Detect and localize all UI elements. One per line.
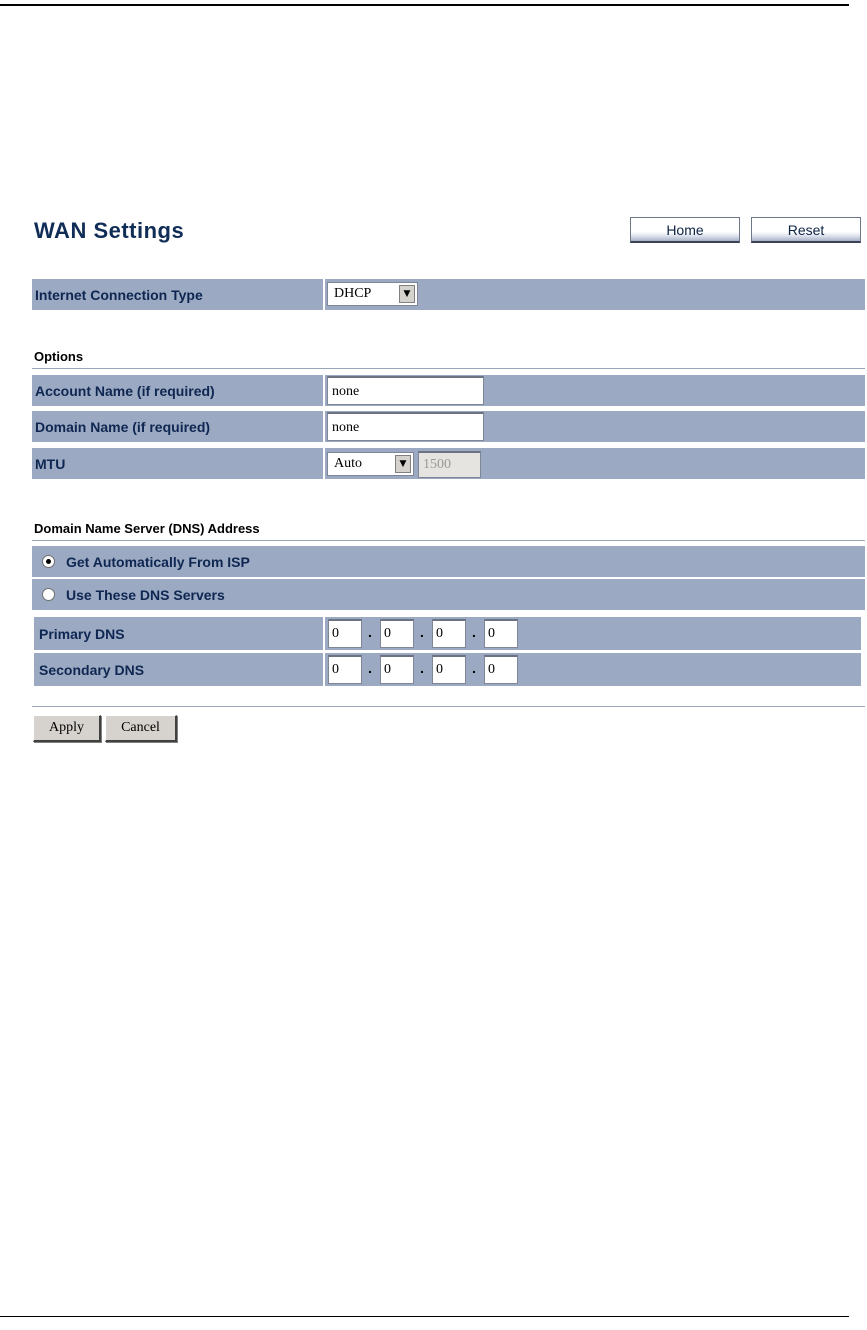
dns-divider xyxy=(32,540,865,541)
connection-type-value: DHCP xyxy=(334,286,372,301)
row-divider xyxy=(323,375,325,406)
ip-separator: . xyxy=(472,624,476,640)
mtu-mode-value: Auto xyxy=(334,456,362,471)
row-divider xyxy=(323,279,325,310)
secondary-dns-row xyxy=(34,653,861,686)
page-title: WAN Settings xyxy=(34,218,185,243)
options-divider xyxy=(32,368,865,369)
home-button[interactable]: Home xyxy=(630,217,740,243)
radio-selected-dot xyxy=(46,559,51,564)
ip-separator: . xyxy=(420,624,424,640)
mtu-value-input[interactable]: 1500 xyxy=(418,451,481,478)
mtu-label: MTU xyxy=(35,456,66,472)
primary-dns-octet-1[interactable]: 0 xyxy=(328,619,362,648)
domain-name-label: Domain Name (if required) xyxy=(35,419,211,435)
dns-manual-label: Use These DNS Servers xyxy=(66,587,225,603)
primary-dns-octet-3[interactable]: 0 xyxy=(432,619,466,648)
mtu-mode-select[interactable] xyxy=(327,452,414,476)
page-top-rule xyxy=(0,4,849,6)
mtu-row xyxy=(32,448,865,479)
primary-dns-octet-2[interactable]: 0 xyxy=(380,619,414,648)
secondary-dns-label: Secondary DNS xyxy=(39,662,145,678)
domain-name-input[interactable]: none xyxy=(327,412,484,441)
dns-manual-row xyxy=(32,579,865,610)
connection-type-select[interactable] xyxy=(327,282,418,306)
dns-auto-row xyxy=(32,546,865,577)
dns-heading: Domain Name Server (DNS) Address xyxy=(34,521,260,536)
dns-auto-radio[interactable] xyxy=(42,555,55,568)
account-name-input[interactable]: none xyxy=(327,376,484,405)
account-name-row xyxy=(32,375,865,406)
row-divider xyxy=(323,653,325,686)
dns-manual-radio[interactable] xyxy=(42,588,55,601)
primary-dns-row xyxy=(34,617,861,650)
cancel-button[interactable]: Cancel xyxy=(105,715,177,742)
row-divider xyxy=(323,448,325,479)
connection-type-label: Internet Connection Type xyxy=(35,287,203,303)
connection-type-row xyxy=(32,279,865,310)
primary-dns-octet-4[interactable]: 0 xyxy=(484,619,518,648)
ip-separator: . xyxy=(368,660,372,676)
ip-separator: . xyxy=(472,660,476,676)
dns-auto-label: Get Automatically From ISP xyxy=(66,554,250,570)
options-heading: Options xyxy=(34,349,84,364)
row-divider xyxy=(323,617,325,650)
apply-button[interactable]: Apply xyxy=(33,715,101,742)
page-bottom-rule xyxy=(0,1316,849,1317)
domain-name-row xyxy=(32,411,865,442)
secondary-dns-octet-1[interactable]: 0 xyxy=(328,655,362,684)
chevron-down-icon: ▼ xyxy=(399,285,415,303)
ip-separator: . xyxy=(420,660,424,676)
secondary-dns-octet-3[interactable]: 0 xyxy=(432,655,466,684)
secondary-dns-octet-4[interactable]: 0 xyxy=(484,655,518,684)
form-actions-divider xyxy=(32,706,865,707)
account-name-label: Account Name (if required) xyxy=(35,383,215,399)
chevron-down-icon: ▼ xyxy=(395,455,411,473)
ip-separator: . xyxy=(368,624,372,640)
primary-dns-label: Primary DNS xyxy=(39,626,125,642)
row-divider xyxy=(323,411,325,442)
reset-button[interactable]: Reset xyxy=(751,217,861,243)
secondary-dns-octet-2[interactable]: 0 xyxy=(380,655,414,684)
